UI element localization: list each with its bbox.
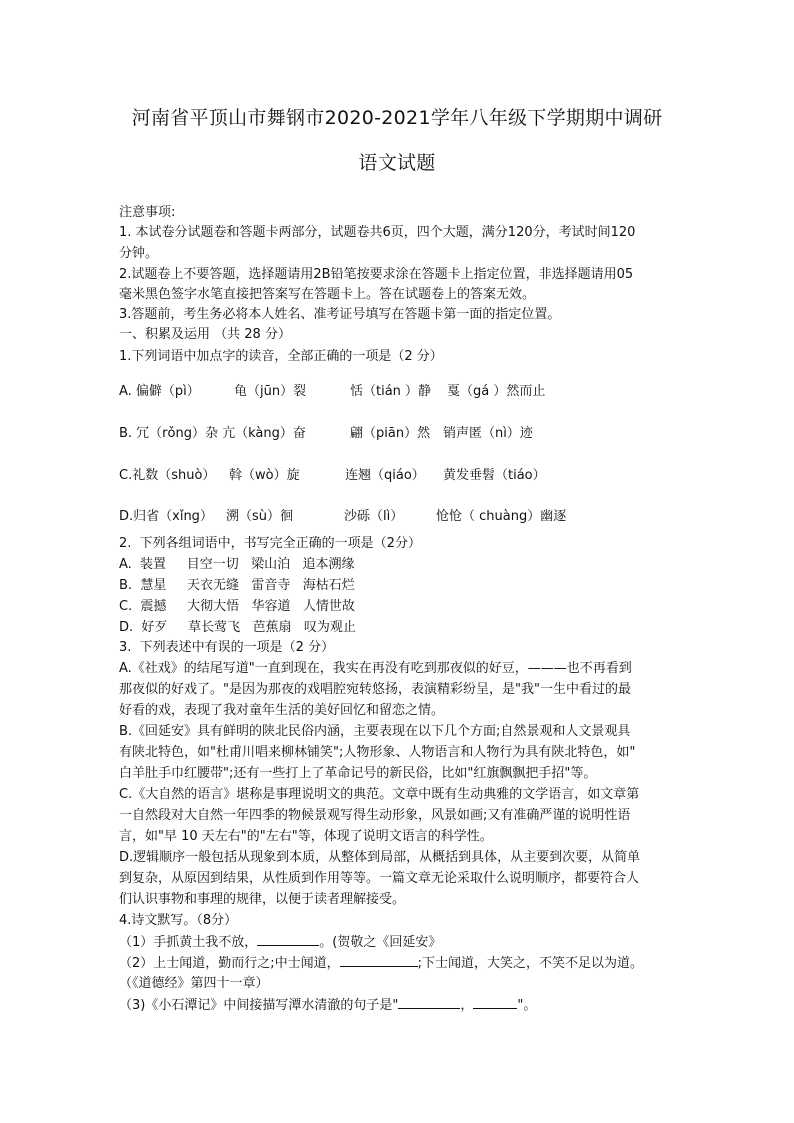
q2-stem: 2. 下列各组词语中，书写完全正确的一项是（2分） <box>119 536 421 551</box>
note-1-line-1: 1. 本试卷分试题卷和答题卡两部分，试题卷共6页，四个大题，满分120分，考试时间120 <box>119 225 636 240</box>
q1-option-a-1: A. 偏僻（pì） <box>119 384 200 399</box>
q1-option-b-2: 翩（piān）然 <box>350 426 431 441</box>
q3-option-b-line-1: B.《回延安》具有鲜明的陕北民俗内涵，主要表现在以下几个方面;自然景观和人文景观具 <box>119 724 631 739</box>
answer-blank[interactable] <box>340 954 418 967</box>
note-2-line-2: 毫米黑色签字水笔直接把答案写在答题卡上。答在试题卷上的答案无效。 <box>119 287 536 302</box>
q1-option-a-3: 恬（tián ）静 <box>350 384 432 399</box>
answer-blank[interactable] <box>257 933 319 946</box>
q1-option-c-1: C.礼数（shuò） <box>119 468 216 483</box>
note-3: 3.答题前，考生务必将本人姓名、准考证号填写在答题卡第一面的指定位置。 <box>119 307 561 322</box>
note-1-line-2: 分钟。 <box>119 246 159 261</box>
q4-item-3-prompt: （3)《小石潭记》中间接描写潭水清澈的句子是" <box>119 998 399 1013</box>
q3-option-d-line-1: D.逻辑顺序一般包括从现象到本质，从整体到局部，从概括到具体，从主要到次要，从简单 <box>119 850 641 865</box>
page-subtitle: 语文试题 <box>358 152 436 174</box>
q3-option-c-line-1: C.《大自然的语言》堪称是事理说明文的典范。文章中既有生动典雅的文学语言，如文章第 <box>119 787 640 802</box>
q1-option-c-3: 连翘（qiáo） <box>345 468 425 483</box>
q1-option-d-3: 沙砾（lì） <box>344 509 404 524</box>
note-2-line-1: 2.试题卷上不要答题，选择题请用2B铅笔按要求涂在答题卡上指定位置，非选择题请用05 <box>119 267 634 282</box>
notes-heading: 注意事项: <box>119 205 176 220</box>
q1-option-a-2: 龟（jūn）裂 <box>234 384 307 399</box>
q4-item-1 <box>119 933 441 951</box>
q3-option-c-line-2: 一自然段对大自然一年四季的物候景观写得生动形象，风景如画;又有准确严谨的说明性语 <box>119 808 631 823</box>
q4-item-2-rest: ;下士闻道，大笑之，不笑不足以为道。 <box>417 956 644 971</box>
q1-option-b-1: B. 冗（rǒng）杂 亢（kàng）奋 <box>119 426 306 441</box>
q3-option-a-line-2: 那夜似的好戏了。"是因为那夜的戏唱腔宛转悠扬，表演精彩纷呈，是"我"一生中看过的最 <box>119 682 631 697</box>
page-title: 河南省平顶山市舞钢市2020-2021学年八年级下学期期中调研 <box>131 107 663 129</box>
q3-option-a-line-1: A.《社戏》的结尾写道"一直到现在，我实在再没有吃到那夜似的好豆，———也不再看到 <box>119 661 632 676</box>
q3-option-d-line-3: 们认识事物和事理的规律，以便于读者理解接受。 <box>119 892 406 907</box>
q1-option-c-2: 斡（wò）旋 <box>229 468 300 483</box>
q3-option-c-line-3: 言，如"早 10 天左右"的"左右"等，体现了说明文语言的科学性。 <box>119 829 493 844</box>
q1-option-d-2: 溯（sù）徊 <box>226 509 294 524</box>
q2-option-a: A. 装置 目空一切 梁山泊 追本溯缘 <box>119 557 355 572</box>
q3-option-b-line-3: 白羊肚手巾红腰带";还有一些打上了革命记号的新民俗，比如"红旗飘飘把手招"等。 <box>119 766 597 781</box>
q1-option-c-4: 黄发垂髫（tiáo） <box>443 468 546 483</box>
q2-option-d: D. 好歹 草长莺飞 芭蕉扇 叹为观止 <box>119 620 356 635</box>
q1-option-a-4: 戛（gá ）然而止 <box>447 384 546 399</box>
q4-item-1-prompt: （1）手抓黄土我不放， <box>119 935 258 950</box>
q3-option-a-line-3: 好看的戏，表现了我对童年生活的美好回忆和留恋之情。 <box>119 703 445 718</box>
q1-option-d-1: D.归省（xǐng） <box>119 509 213 524</box>
q4-stem: 4.诗文默写。（8分） <box>119 913 238 928</box>
q4-item-3-close: "。 <box>517 998 537 1013</box>
q4-item-2 <box>119 954 643 972</box>
q2-option-b: B. 慧星 天衣无缝 雷音寺 海枯石烂 <box>119 578 355 593</box>
q4-item-3-separator: ， <box>460 998 474 1013</box>
answer-blank[interactable] <box>473 996 517 1009</box>
section-1-heading: 一、积累及运用 （共 28 分） <box>119 327 291 342</box>
q4-item-2-prompt: （2）上士闻道，勤而行之;中士闻道， <box>119 956 340 971</box>
q3-stem: 3. 下列表述中有误的一项是（2 分） <box>119 640 335 655</box>
q2-option-c: C. 震撼 大彻大悟 华容道 人情世故 <box>119 599 355 614</box>
q3-option-b-line-2: 有陕北特色，如"杜甫川唱来柳林铺笑";人物形象、人物语言和人物行为具有陕北特色，如" <box>119 745 636 760</box>
q1-option-d-4: 怆怆（ chuàng）幽逐 <box>436 509 567 524</box>
q1-option-b-3: 销声匿（nì）迹 <box>443 426 533 441</box>
q4-item-3 <box>119 996 536 1014</box>
q3-option-d-line-2: 到复杂，从原因到结果，从性质到作用等等。一篇文章无论采取什么说明顺序，都要符合人 <box>119 871 640 886</box>
q4-item-1-source: 。(贺敬之《回延安》 <box>319 935 442 950</box>
answer-blank[interactable] <box>398 996 460 1009</box>
q1-stem: 1.下列词语中加点字的读音，全部正确的一项是（2 分） <box>119 349 443 364</box>
q4-item-2-source: （《道德经》第四十一章） <box>119 976 269 991</box>
